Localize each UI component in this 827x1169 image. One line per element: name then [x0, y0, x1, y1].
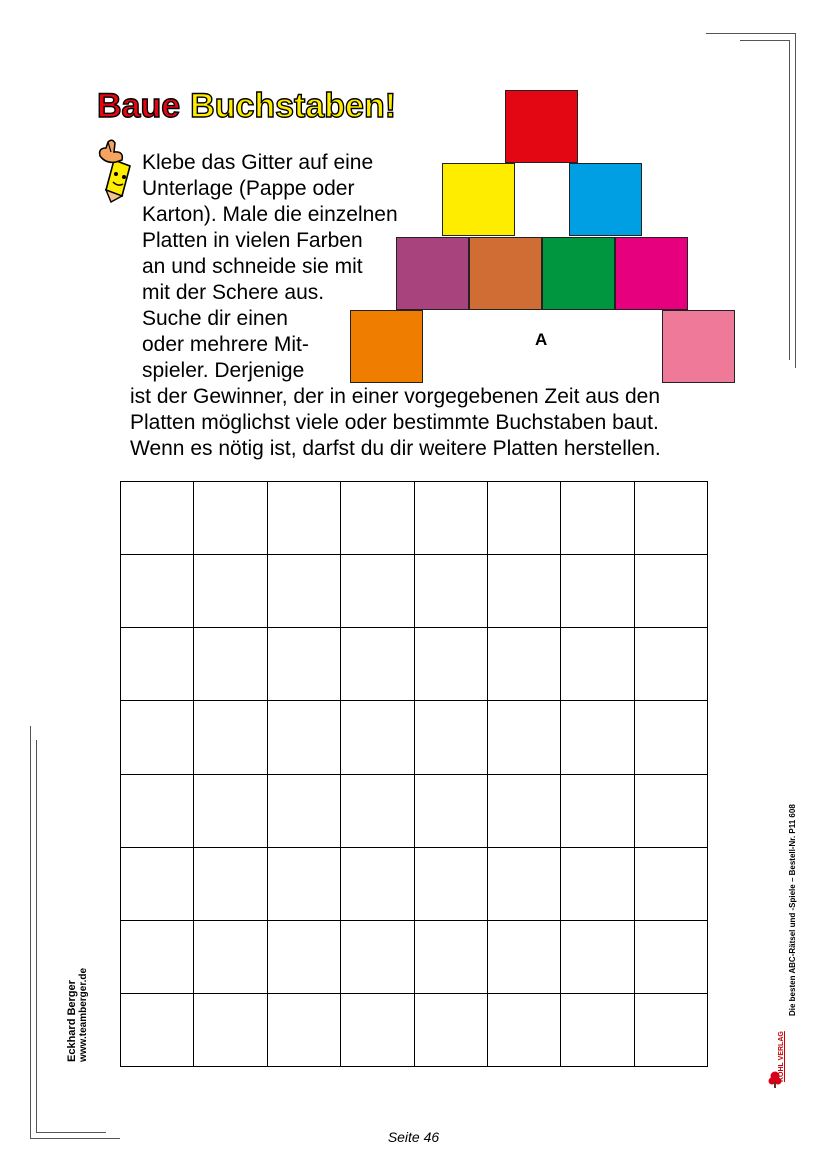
grid-cell	[268, 921, 341, 994]
plate-purple	[396, 237, 469, 310]
grid-cell	[194, 848, 267, 921]
grid-cell	[121, 994, 194, 1067]
grid-cell	[268, 701, 341, 774]
instruction-line-9: spieler. Derjenige	[142, 359, 305, 382]
instruction-line-7: Suche dir einen	[142, 307, 288, 330]
instruction-line-2: Unterlage (Pappe oder	[142, 177, 355, 200]
grid-cell	[415, 482, 488, 555]
plate-blue	[569, 163, 642, 236]
grid-cell	[635, 848, 708, 921]
plate-magenta	[615, 237, 688, 310]
cutting-grid	[120, 481, 708, 1067]
grid-cell	[194, 628, 267, 701]
grid-cell	[635, 775, 708, 848]
frame-line-top-right	[706, 33, 796, 34]
grid-cell	[488, 555, 561, 628]
plate-brown	[469, 237, 542, 310]
grid-cell	[635, 482, 708, 555]
grid-cell	[341, 482, 414, 555]
pointing-hand-icon	[94, 138, 140, 204]
grid-cell	[194, 994, 267, 1067]
plate-green	[542, 237, 615, 310]
grid-cell	[488, 775, 561, 848]
grid-cell	[415, 921, 488, 994]
grid-cell	[635, 628, 708, 701]
publisher-logo-text: KOHL VERLAG	[778, 1031, 785, 1082]
grid-cell	[268, 628, 341, 701]
grid-cell	[121, 848, 194, 921]
instruction-line-12: Wenn es nötig ist, darfst du dir weitere Platten herstellen.	[130, 437, 661, 460]
plate-orange	[350, 310, 423, 383]
grid-cell	[194, 701, 267, 774]
grid-cell	[194, 555, 267, 628]
grid-cell	[488, 921, 561, 994]
grid-cell	[635, 555, 708, 628]
grid-cell	[194, 775, 267, 848]
instruction-line-10: ist der Gewinner, der in einer vorgegebenen Zeit aus den	[130, 385, 660, 408]
instruction-line-6: mit der Schere aus.	[142, 281, 325, 304]
grid-cell	[635, 921, 708, 994]
author-url: www.teamberger.de	[78, 967, 89, 1062]
grid-cell	[561, 555, 634, 628]
page-title	[97, 86, 396, 126]
grid-cell	[561, 921, 634, 994]
grid-cell	[561, 848, 634, 921]
instruction-line-3: Karton). Male die einzelnen	[142, 203, 398, 226]
grid-cell	[488, 701, 561, 774]
frame-line-left-inner	[36, 740, 37, 1132]
grid-cell	[341, 921, 414, 994]
grid-cell	[121, 701, 194, 774]
grid-cell	[268, 555, 341, 628]
grid-cell	[268, 848, 341, 921]
grid-cell	[268, 482, 341, 555]
frame-line-top-right-inner	[740, 40, 790, 41]
grid-cell	[415, 555, 488, 628]
grid-cell	[635, 701, 708, 774]
grid-cell	[415, 775, 488, 848]
grid-cell	[341, 775, 414, 848]
grid-cell	[121, 921, 194, 994]
grid-cell	[561, 482, 634, 555]
grid-cell	[415, 994, 488, 1067]
grid-cell	[488, 848, 561, 921]
title-word-baue: Baue	[97, 87, 181, 125]
instruction-line-8: oder mehrere Mit-	[142, 333, 309, 356]
grid-cell	[341, 555, 414, 628]
title-word-buchstaben: Buchstaben!	[190, 87, 397, 125]
grid-cell	[268, 775, 341, 848]
grid-cell	[561, 775, 634, 848]
author-credit	[66, 968, 90, 1062]
plate-red	[505, 90, 578, 163]
grid-cell	[121, 555, 194, 628]
grid-cell	[488, 482, 561, 555]
plate-pink	[662, 310, 735, 383]
instruction-line-1: Klebe das Gitter auf eine	[142, 151, 374, 174]
grid-cell	[341, 994, 414, 1067]
grid-cell	[341, 848, 414, 921]
grid-cell	[561, 701, 634, 774]
page-number: Seite 46	[387, 1129, 440, 1145]
instruction-line-5: an und schneide sie mit	[142, 255, 363, 278]
publisher-info: Die besten ABC-Rätsel und -Spiele – Bestell-Nr. P11 608	[788, 804, 797, 1016]
grid-cell	[268, 994, 341, 1067]
grid-cell	[415, 628, 488, 701]
instruction-line-11: Platten möglichst viele oder bestimmte Buchstaben baut.	[130, 411, 659, 434]
author-name: Eckhard Berger	[66, 980, 78, 1062]
grid-cell	[341, 628, 414, 701]
instruction-line-4: Platten in vielen Farben	[142, 229, 363, 252]
grid-cell	[415, 701, 488, 774]
frame-line-right	[795, 33, 796, 368]
grid-cell	[194, 482, 267, 555]
grid-cell	[415, 848, 488, 921]
grid-cell	[561, 628, 634, 701]
grid-cell	[488, 628, 561, 701]
example-letter-label: A	[535, 330, 548, 349]
grid-cell	[121, 775, 194, 848]
grid-cell	[194, 921, 267, 994]
plate-yellow	[442, 163, 515, 236]
grid-cell	[341, 701, 414, 774]
grid-cell	[121, 482, 194, 555]
grid-cell	[488, 994, 561, 1067]
grid-cell	[121, 628, 194, 701]
frame-line-left	[30, 726, 31, 1138]
grid-cell	[635, 994, 708, 1067]
frame-line-right-inner	[789, 40, 790, 360]
grid-cell	[561, 994, 634, 1067]
